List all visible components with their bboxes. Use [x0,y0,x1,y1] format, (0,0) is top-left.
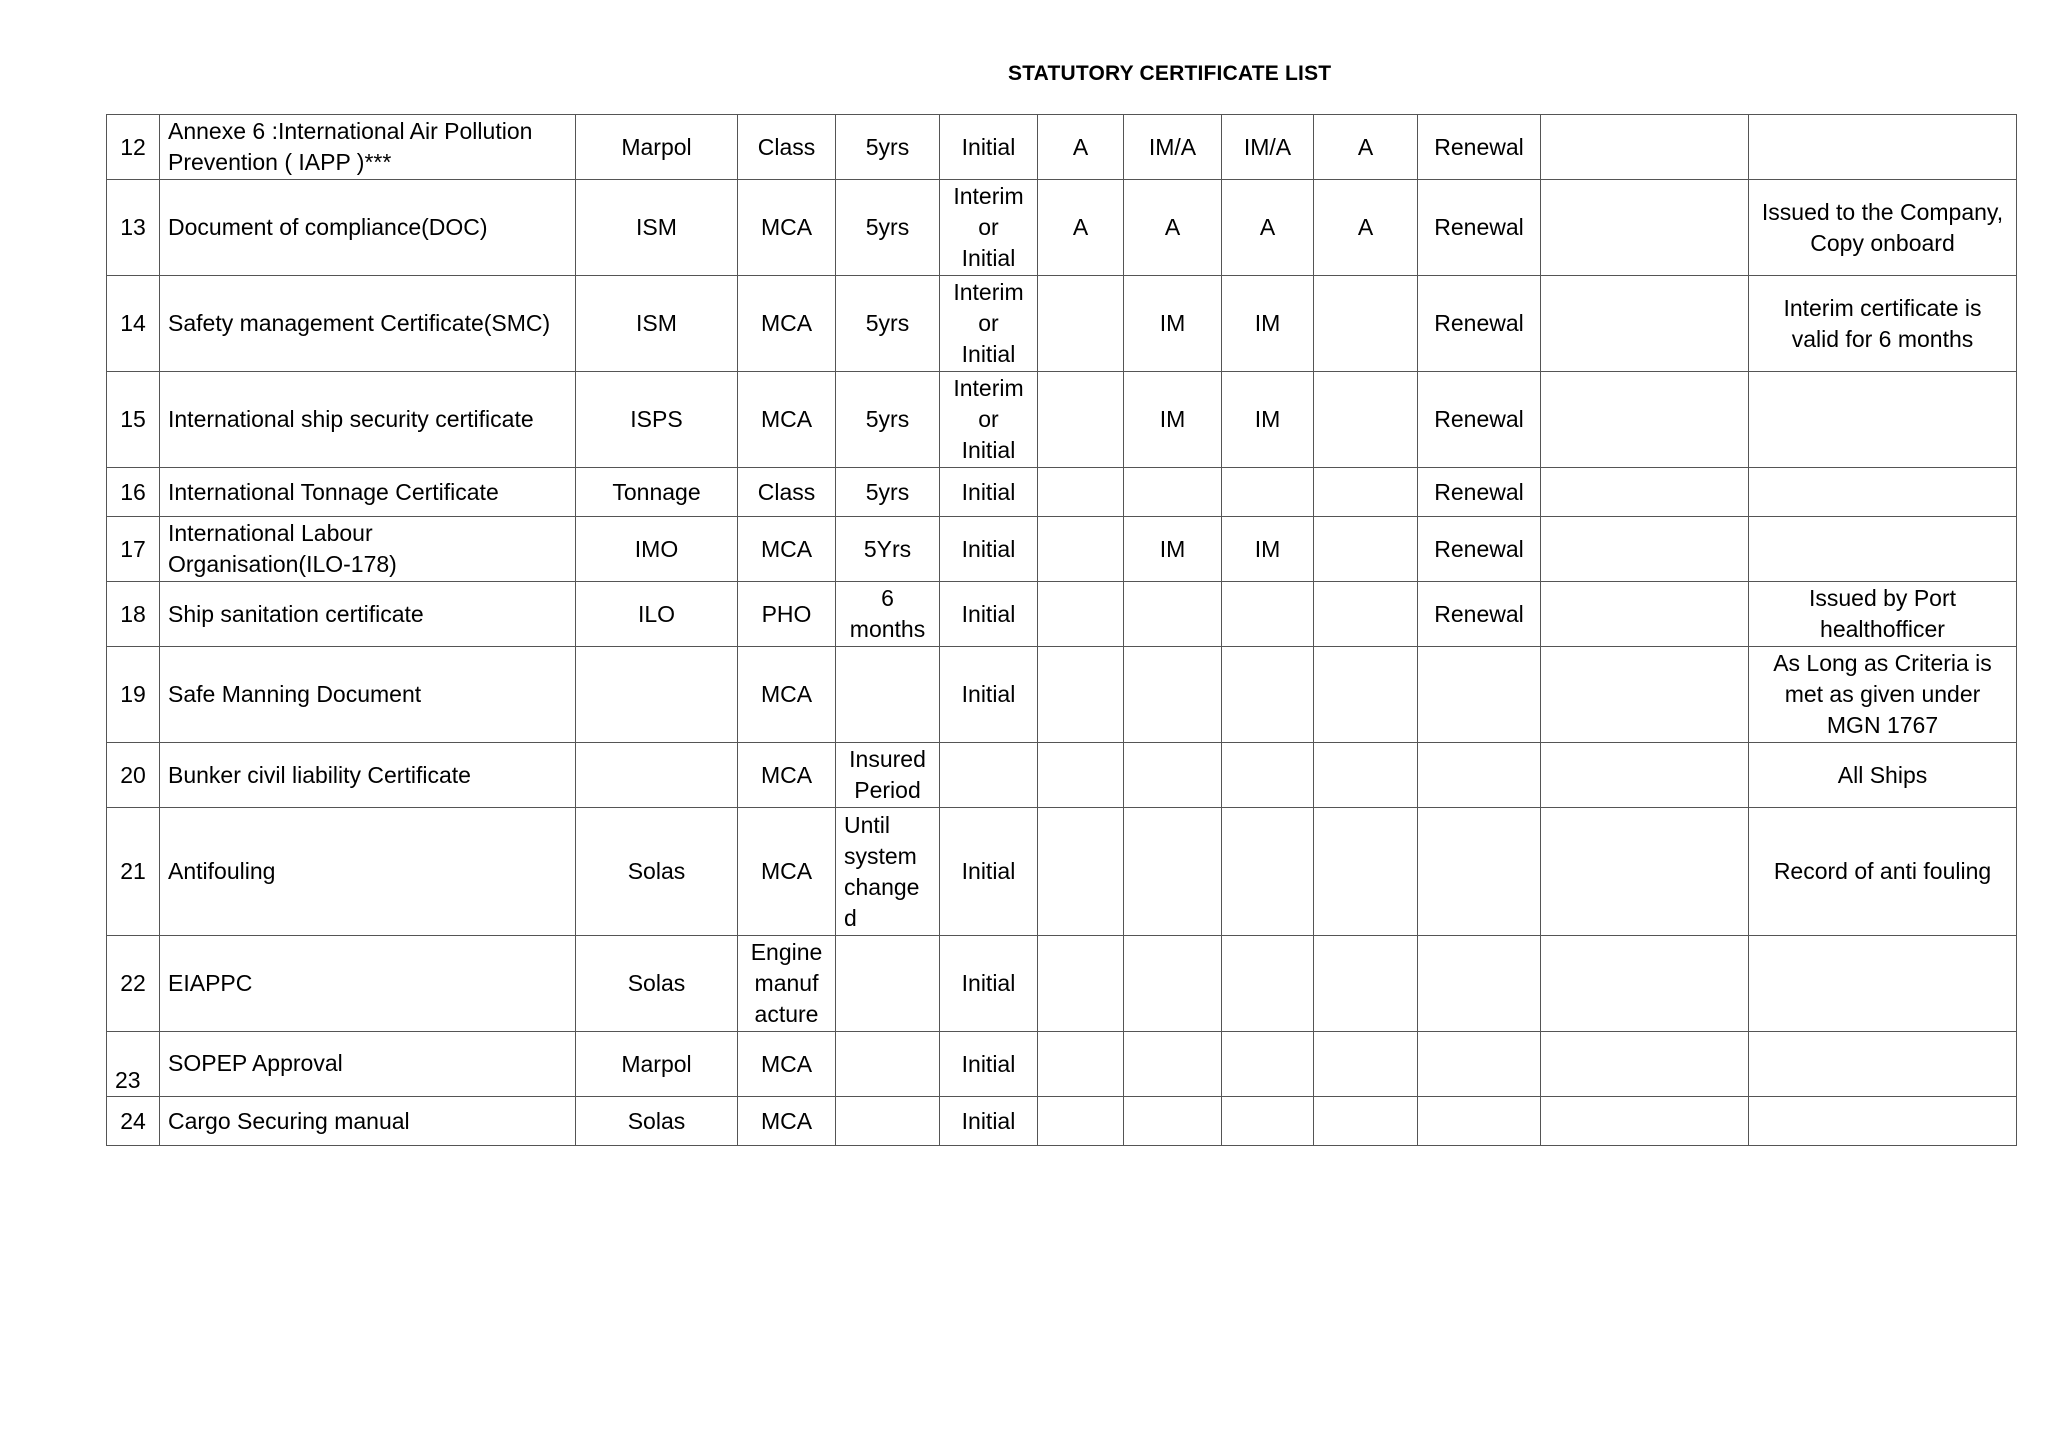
issued-by-cell-text: PHO [761,600,812,627]
survey-cell-8 [1124,1032,1222,1097]
survey-cell-8-text: IM/A [1148,133,1197,160]
validity-cell [836,517,940,582]
survey-type-cell [940,582,1038,647]
renewal-cell [1418,743,1541,808]
issued-by-cell [738,276,836,372]
survey-cell-10 [1314,517,1418,582]
survey-cell-7 [1038,582,1124,647]
row-number-cell [107,180,160,276]
blank-cell [1541,1097,1749,1146]
blank-cell [1541,743,1749,808]
issued-by-cell-text: MCA [760,681,813,707]
survey-type-cell [940,372,1038,468]
survey-cell-7 [1038,276,1124,372]
survey-cell-10 [1314,180,1418,276]
row-number-cell-text: 14 [120,310,146,336]
convention-cell-text: ISM [636,214,677,240]
survey-type-cell-text: Interim or Initial [953,279,1024,367]
table-row [107,647,2017,743]
table-row [107,936,2017,1032]
survey-cell-9 [1222,115,1314,180]
issued-by-cell-text: MCA [760,1107,813,1134]
row-number-cell-text: 17 [120,535,146,562]
row-number-cell [107,647,160,743]
row-number-cell [107,808,160,936]
convention-cell-text: ILO [637,600,676,627]
survey-cell-8 [1124,468,1222,517]
issued-by-cell [738,647,836,743]
survey-cell-7 [1038,647,1124,743]
blank-cell [1541,936,1749,1032]
validity-cell-text: 5yrs [865,478,910,505]
validity-cell [836,276,940,372]
remarks-cell [1749,743,2017,808]
certificate-name-cell-text: Ship sanitation certificate [168,600,424,627]
statutory-certificate-table [106,114,2017,1146]
survey-type-cell [940,1097,1038,1146]
survey-type-cell [940,468,1038,517]
certificate-name-cell [160,517,576,582]
convention-cell-text: Marpol [621,133,692,160]
row-number-cell [107,517,160,582]
survey-type-cell [940,1032,1038,1097]
renewal-cell [1418,647,1541,743]
validity-cell [836,743,940,808]
survey-cell-8 [1124,180,1222,276]
survey-cell-8-text: IM [1159,535,1186,562]
survey-type-cell [940,115,1038,180]
issued-by-cell [738,517,836,582]
convention-cell [576,1032,738,1097]
convention-cell [576,647,738,743]
survey-cell-10 [1314,276,1418,372]
row-number-cell [107,936,160,1032]
survey-cell-10 [1314,936,1418,1032]
certificate-name-cell-text: International Labour Organisation(ILO-178) [168,520,397,577]
row-number-cell [107,115,160,180]
survey-type-cell-text: Interim or Initial [953,183,1024,271]
table-row [107,743,2017,808]
survey-cell-7-text: A [1072,214,1089,240]
issued-by-cell-text: MCA [760,1050,813,1077]
validity-cell-text: 5yrs [865,406,910,432]
convention-cell-text: Solas [627,858,686,884]
survey-cell-7 [1038,115,1124,180]
convention-cell [576,115,738,180]
survey-cell-10 [1314,743,1418,808]
convention-cell-text: Marpol [621,1050,692,1077]
blank-cell [1541,372,1749,468]
survey-cell-9 [1222,180,1314,276]
convention-cell-text: ISM [636,310,677,336]
survey-type-cell-text: Initial [961,478,1016,505]
survey-type-cell [940,743,1038,808]
survey-cell-9 [1222,276,1314,372]
certificate-name-cell-text: Safety management Certificate(SMC) [168,310,551,336]
table-row [107,808,2017,936]
remarks-cell [1749,115,2017,180]
issued-by-cell [738,468,836,517]
renewal-cell-text: Renewal [1434,478,1524,505]
renewal-cell [1418,808,1541,936]
survey-cell-8 [1124,808,1222,936]
issued-by-cell-text: Class [757,478,816,505]
certificate-name-cell [160,647,576,743]
issued-by-cell [738,372,836,468]
row-number-cell-text: 19 [120,681,146,707]
remarks-cell-text: Interim certificate is valid for 6 months [1783,294,1982,352]
row-number-cell [107,743,160,808]
renewal-cell [1418,936,1541,1032]
survey-cell-8-text: A [1164,214,1181,240]
blank-cell [1541,115,1749,180]
row-number-cell-text: 15 [120,406,146,432]
survey-cell-7 [1038,936,1124,1032]
issued-by-cell-text: MCA [760,214,813,240]
certificate-name-cell [160,372,576,468]
row-number-cell-text: 22 [120,970,146,996]
renewal-cell [1418,582,1541,647]
survey-type-cell-text: Initial [961,133,1016,160]
certificate-name-cell [160,115,576,180]
remarks-cell [1749,468,2017,517]
renewal-cell-text: Renewal [1434,535,1524,562]
survey-cell-8 [1124,647,1222,743]
survey-cell-9 [1222,1097,1314,1146]
row-number-cell [107,582,160,647]
validity-cell [836,647,940,743]
renewal-cell [1418,1032,1541,1097]
certificate-name-cell [160,276,576,372]
survey-cell-10 [1314,1032,1418,1097]
survey-cell-7 [1038,468,1124,517]
issued-by-cell [738,808,836,936]
remarks-cell-text: Issued to the Company, Copy onboard [1761,198,2004,256]
table-row [107,468,2017,517]
page-title: STATUTORY CERTIFICATE LIST [1008,62,1332,85]
row-number-cell [107,1097,160,1146]
survey-cell-10-text: A [1357,214,1374,240]
validity-cell-text: 5yrs [865,214,910,240]
validity-cell [836,1097,940,1146]
row-number-cell-text: 16 [120,478,146,505]
remarks-cell-text: All Ships [1837,761,1928,788]
renewal-cell [1418,276,1541,372]
remarks-cell-text: Record of anti fouling [1773,858,1992,884]
issued-by-cell-text: MCA [760,761,813,788]
remarks-cell [1749,1032,2017,1097]
row-number-cell-text: 20 [120,761,146,788]
remarks-cell [1749,276,2017,372]
survey-cell-10 [1314,647,1418,743]
remarks-cell [1749,1097,2017,1146]
validity-cell-text: 6 months [849,585,926,642]
survey-cell-7 [1038,743,1124,808]
survey-cell-8-text: IM [1159,310,1186,336]
row-number-cell-text: 24 [120,1107,146,1134]
survey-cell-7 [1038,517,1124,582]
survey-cell-10 [1314,1097,1418,1146]
survey-cell-9 [1222,1032,1314,1097]
survey-cell-9 [1222,517,1314,582]
survey-cell-9 [1222,808,1314,936]
issued-by-cell [738,936,836,1032]
blank-cell [1541,517,1749,582]
issued-by-cell [738,180,836,276]
certificate-name-cell-text: EIAPPC [168,970,253,996]
validity-cell [836,468,940,517]
survey-cell-7 [1038,1097,1124,1146]
certificate-name-cell-text: SOPEP Approval [168,1050,343,1076]
convention-cell [576,468,738,517]
survey-cell-10 [1314,582,1418,647]
row-number-cell-text: 21 [120,858,146,884]
survey-cell-9-text: IM [1254,310,1281,336]
survey-type-cell-text: Initial [961,1050,1016,1077]
issued-by-cell-text: Class [757,133,816,160]
renewal-cell-text: Renewal [1434,214,1524,240]
survey-cell-7 [1038,180,1124,276]
survey-cell-9-text: IM [1254,406,1281,432]
survey-cell-10-text: A [1357,133,1374,160]
survey-type-cell [940,517,1038,582]
survey-cell-8 [1124,743,1222,808]
survey-cell-9-text: A [1259,214,1276,240]
remarks-cell [1749,517,2017,582]
blank-cell [1541,582,1749,647]
survey-cell-8 [1124,517,1222,582]
certificate-name-cell [160,743,576,808]
renewal-cell [1418,468,1541,517]
table-row [107,180,2017,276]
convention-cell [576,180,738,276]
validity-cell [836,372,940,468]
row-number-cell [107,468,160,517]
remarks-cell-text: As Long as Criteria is met as given under MGN 1767 [1773,650,1992,738]
convention-cell [576,808,738,936]
validity-cell-text: Until system change d [844,811,920,931]
row-number-cell-text: 18 [120,600,146,627]
convention-cell [576,743,738,808]
validity-cell [836,936,940,1032]
survey-type-cell-text: Initial [961,600,1016,627]
blank-cell [1541,180,1749,276]
convention-cell [576,276,738,372]
table-row [107,582,2017,647]
blank-cell [1541,808,1749,936]
certificate-name-cell [160,180,576,276]
validity-cell-text: Insured Period [849,746,926,803]
blank-cell [1541,1032,1749,1097]
validity-cell [836,808,940,936]
survey-cell-8 [1124,1097,1222,1146]
issued-by-cell-text: MCA [760,535,813,562]
survey-cell-9-text: IM/A [1243,133,1292,160]
survey-cell-8 [1124,276,1222,372]
remarks-cell [1749,180,2017,276]
remarks-cell [1749,372,2017,468]
survey-type-cell-text: Interim or Initial [953,375,1024,463]
survey-cell-7 [1038,372,1124,468]
table-row [107,115,2017,180]
survey-cell-8 [1124,582,1222,647]
validity-cell [836,582,940,647]
renewal-cell [1418,517,1541,582]
row-number-cell-text: 12 [120,133,146,160]
issued-by-cell [738,582,836,647]
convention-cell-text: ISPS [630,406,683,432]
convention-cell-text: Solas [627,1107,686,1134]
blank-cell [1541,468,1749,517]
survey-cell-7 [1038,1032,1124,1097]
validity-cell-text: 5yrs [865,310,910,336]
convention-cell-text: Tonnage [612,478,701,505]
renewal-cell-text: Renewal [1434,406,1524,432]
row-number-cell-text: 13 [120,214,146,240]
row-number-cell [107,1032,160,1097]
table-row [107,372,2017,468]
issued-by-cell-text: MCA [760,858,813,884]
issued-by-cell-text: MCA [760,310,813,336]
remarks-cell-text: Issued by Port healthofficer [1808,585,1957,642]
renewal-cell [1418,372,1541,468]
survey-type-cell-text: Initial [961,681,1016,707]
convention-cell [576,582,738,647]
row-number-cell [107,276,160,372]
survey-cell-9 [1222,372,1314,468]
row-number-cell [107,372,160,468]
convention-cell [576,936,738,1032]
survey-cell-8-text: IM [1159,406,1186,432]
convention-cell-text: Solas [627,970,686,996]
survey-type-cell-text: Initial [961,970,1016,996]
survey-cell-8 [1124,372,1222,468]
certificate-name-cell-text: Cargo Securing manual [168,1107,410,1134]
survey-cell-9 [1222,743,1314,808]
table-row [107,517,2017,582]
survey-cell-9 [1222,936,1314,1032]
survey-cell-7 [1038,808,1124,936]
certificate-name-cell [160,1097,576,1146]
survey-cell-8 [1124,115,1222,180]
convention-cell [576,372,738,468]
issued-by-cell-text: Engine manuf acture [750,939,823,1027]
validity-cell [836,115,940,180]
issued-by-cell [738,115,836,180]
certificate-name-cell-text: Document of compliance(DOC) [168,214,488,240]
certificate-name-cell-text: International Tonnage Certificate [168,478,499,505]
survey-type-cell-text: Initial [961,535,1016,562]
blank-cell [1541,276,1749,372]
survey-type-cell [940,936,1038,1032]
survey-cell-10 [1314,808,1418,936]
issued-by-cell [738,1032,836,1097]
row-number-cell-text: 23 [115,1067,141,1093]
table-row [107,276,2017,372]
issued-by-cell-text: MCA [760,406,813,432]
renewal-cell-text: Renewal [1434,133,1524,160]
survey-cell-10 [1314,468,1418,517]
survey-cell-10 [1314,115,1418,180]
validity-cell [836,180,940,276]
convention-cell [576,517,738,582]
survey-type-cell [940,276,1038,372]
certificate-name-cell [160,468,576,517]
survey-type-cell [940,180,1038,276]
renewal-cell [1418,115,1541,180]
table-row [107,1097,2017,1146]
survey-cell-10 [1314,372,1418,468]
certificate-name-cell-text: Bunker civil liability Certificate [168,761,471,788]
survey-cell-7-text: A [1072,133,1089,160]
renewal-cell [1418,1097,1541,1146]
blank-cell [1541,647,1749,743]
convention-cell-text: IMO [634,535,679,562]
certificate-name-cell-text: Safe Manning Document [168,681,422,707]
survey-type-cell [940,808,1038,936]
survey-cell-9 [1222,468,1314,517]
renewal-cell-text: Renewal [1434,310,1524,336]
certificate-name-cell-text: International ship security certificate [168,406,534,432]
survey-cell-9-text: IM [1254,535,1281,562]
certificate-name-cell [160,1032,576,1097]
remarks-cell [1749,936,2017,1032]
validity-cell [836,1032,940,1097]
issued-by-cell [738,743,836,808]
survey-type-cell [940,647,1038,743]
renewal-cell [1418,180,1541,276]
survey-type-cell-text: Initial [961,1107,1016,1134]
table-body [107,115,2017,1146]
renewal-cell-text: Renewal [1434,600,1524,627]
survey-cell-9 [1222,582,1314,647]
survey-cell-9 [1222,647,1314,743]
table-row [107,1032,2017,1097]
certificate-name-cell [160,808,576,936]
survey-cell-8 [1124,936,1222,1032]
survey-type-cell-text: Initial [961,858,1016,884]
remarks-cell [1749,647,2017,743]
certificate-name-cell [160,582,576,647]
convention-cell [576,1097,738,1146]
certificate-name-cell-text: Annexe 6 :International Air Pollution Prevention ( IAPP )*** [168,118,533,175]
validity-cell-text: 5Yrs [863,535,912,562]
certificate-name-cell-text: Antifouling [168,858,276,884]
remarks-cell [1749,582,2017,647]
certificate-name-cell [160,936,576,1032]
issued-by-cell [738,1097,836,1146]
remarks-cell [1749,808,2017,936]
validity-cell-text: 5yrs [865,133,910,160]
